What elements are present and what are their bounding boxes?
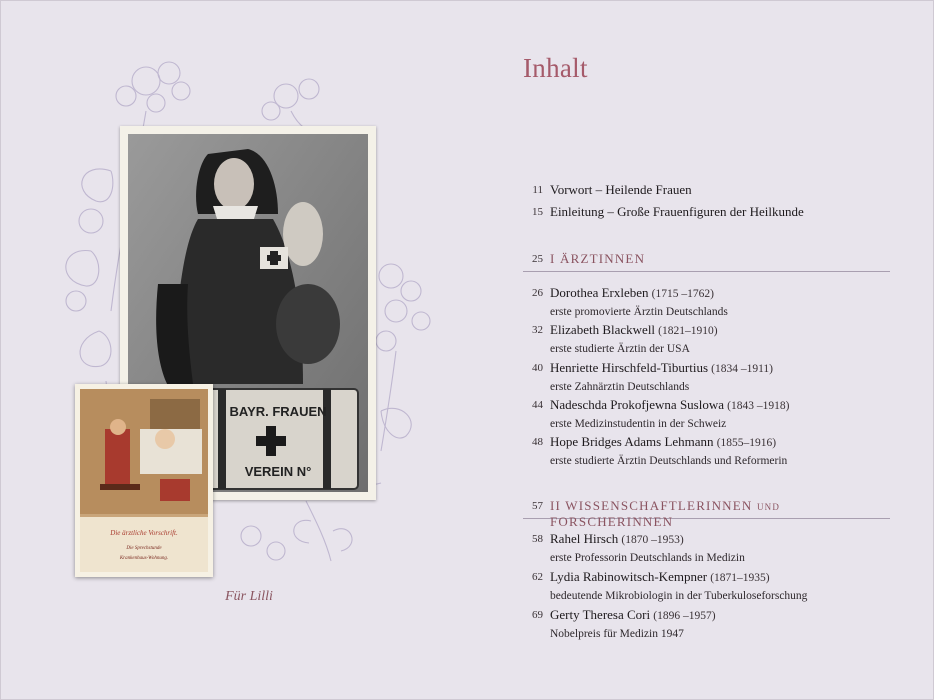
page-number: 62: [532, 571, 543, 583]
entry-name: Gerty Theresa Cori: [550, 607, 651, 622]
entry-years: (1834 –1911): [711, 363, 774, 375]
entry-title: Vorwort – Heilende Frauen: [550, 182, 692, 197]
page-number: 57: [532, 500, 543, 512]
page-number: 69: [532, 609, 543, 621]
svg-text:Die ärztliche Vorschrift.: Die ärztliche Vorschrift.: [110, 529, 178, 537]
entry-name: Dorothea Erxleben: [550, 285, 649, 300]
page-number: 40: [532, 362, 543, 374]
entry-name: Nadeschda Prokofjewna Suslowa: [550, 397, 725, 412]
entry-name: Rahel Hirsch: [550, 531, 619, 546]
postcard-frame: [75, 384, 213, 577]
entry-description: erste Zahnärztin Deutschlands: [550, 381, 690, 393]
page-number: 11: [532, 184, 543, 196]
entry-years: (1871–1935): [710, 572, 770, 584]
entry-name: Lydia Rabinowitsch-Kempner: [550, 569, 708, 584]
entry-description: erste studierte Ärztin Deutschlands und Reformerin: [550, 455, 788, 467]
page-number: 32: [532, 324, 543, 336]
toc-section-aerztinnen[interactable]: [523, 249, 890, 272]
entry-description: erste Professorin Deutschlands in Medizin: [550, 552, 745, 564]
entry-years: (1870 –1953): [621, 534, 684, 546]
entry-description: Nobelpreis für Medizin 1947: [550, 628, 684, 640]
entry-years: (1896 –1957): [653, 610, 716, 622]
page-number: 25: [532, 253, 543, 265]
entry-title: Einleitung – Große Frauenfiguren der Heilkunde: [550, 204, 804, 219]
section-label: I ÄRZTINNEN: [550, 251, 646, 266]
entry-years: (1843 –1918): [727, 400, 790, 412]
page-number: 26: [532, 287, 543, 299]
toc-title: Inhalt: [523, 53, 588, 83]
entry-description: erste promovierte Ärztin Deutschlands: [550, 306, 728, 318]
suitcase-label-bottom: VEREIN N°: [244, 464, 312, 479]
entry-name: Hope Bridges Adams Lehmann: [550, 434, 714, 449]
svg-text:Die Sprechstunde: Die Sprechstunde: [126, 546, 162, 551]
page-number: 58: [532, 533, 543, 545]
entry-years: (1715 –1762): [651, 288, 714, 300]
entry-description: erste studierte Ärztin der USA: [550, 343, 690, 355]
entry-name: Elizabeth Blackwell: [550, 322, 656, 337]
entry-years: (1821–1910): [658, 325, 718, 337]
entry-description: bedeutende Mikrobiologin in der Tuberkuloseforschung: [550, 590, 808, 602]
page-number: 48: [532, 436, 543, 448]
page-number: 15: [532, 206, 543, 218]
svg-text:Krankenhaus-Wohnung.: Krankenhaus-Wohnung.: [119, 556, 169, 561]
entry-name: Henriette Hirschfeld-Tiburtius: [550, 360, 709, 375]
dedication: Für Lilli: [225, 589, 273, 604]
entry-years: (1855–1916): [716, 437, 777, 449]
suitcase-label-top: BAYR. FRAUEN: [229, 404, 327, 419]
section-label: II WISSENSCHAFTLERINNEN und FORSCHERINNEN: [550, 498, 781, 529]
page-number: 44: [532, 399, 543, 411]
entry-description: erste Medizinstudentin in der Schweiz: [550, 418, 727, 430]
vintage-postcard: [80, 389, 208, 572]
toc-section-wissenschaftlerinnen[interactable]: [523, 496, 890, 529]
